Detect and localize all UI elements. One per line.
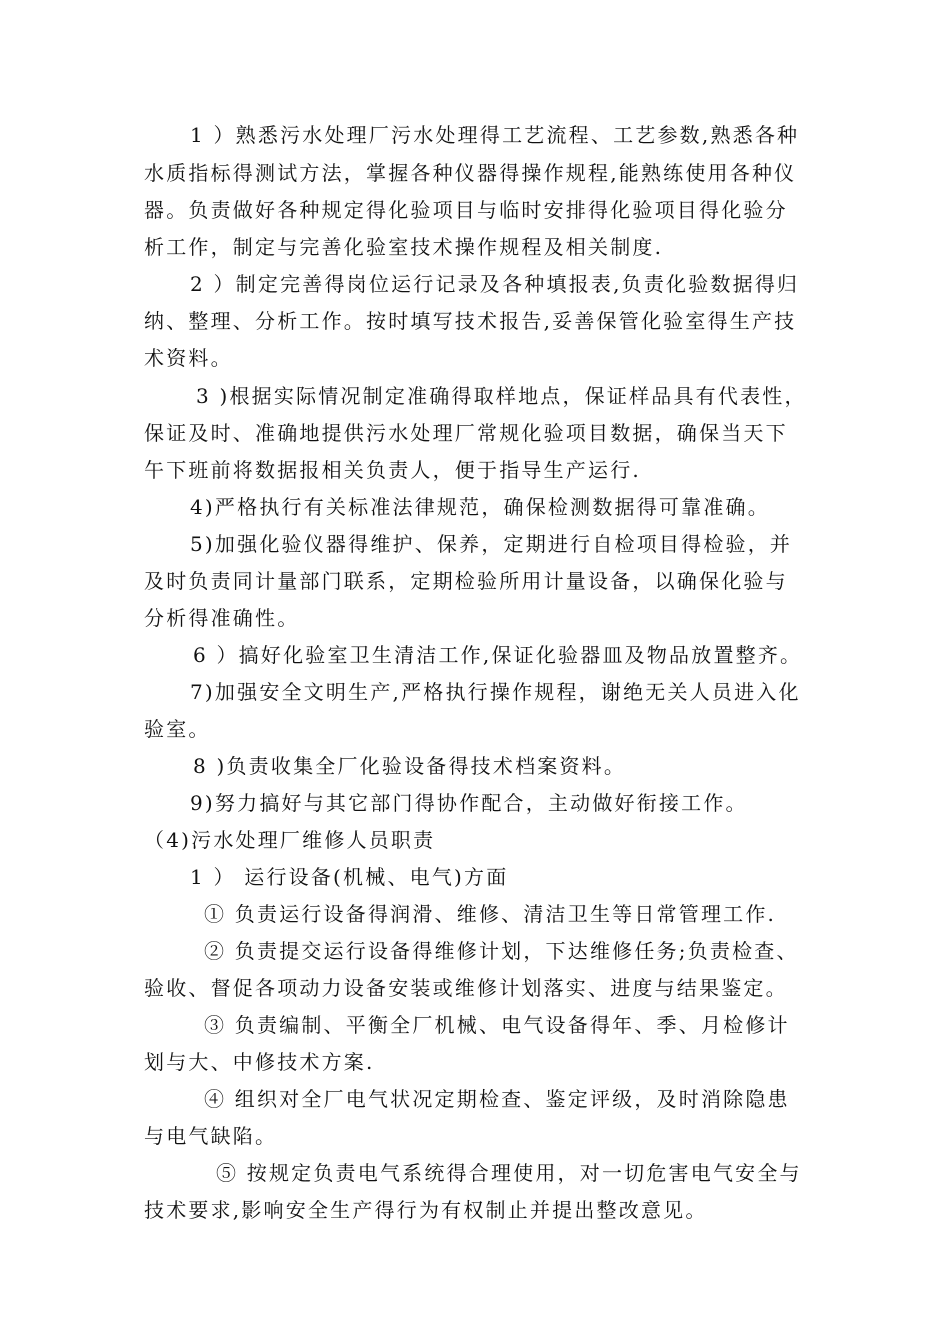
subsection-heading: 1 ） 运行设备(机械、电气)方面 (190, 865, 509, 889)
text-line: 器。负责做好各种规定得化验项目与临时安排得化验项目得化验分 (144, 198, 788, 222)
text-line: 划与大、中修技术方案. (144, 1050, 375, 1074)
text-line: 8 )负责收集全厂化验设备得技术档案资料。 (193, 754, 627, 778)
text-line: ③ 负责编制、平衡全厂机械、电气设备得年、季、月检修计 (204, 1013, 790, 1037)
text-line: 1 ）熟悉污水处理厂污水处理得工艺流程、工艺参数,熟悉各种 (190, 123, 800, 147)
text-line: 4)严格执行有关标准法律规范，确保检测数据得可靠准确。 (190, 495, 770, 519)
text-line: 5)加强化验仪器得维护、保养，定期进行自检项目得检验，并 (190, 532, 793, 556)
text-line: 与电气缺陷。 (144, 1124, 278, 1148)
text-line: ① 负责运行设备得润滑、维修、清洁卫生等日常管理工作. (204, 902, 777, 926)
text-line: 分析得准确性。 (144, 606, 300, 630)
text-line: 验室。 (144, 717, 211, 741)
text-line: ② 负责提交运行设备得维修计划，下达维修任务;负责检查、 (204, 939, 799, 963)
text-line: ④ 组织对全厂电气状况定期检查、鉴定评级，及时消除隐患 (204, 1087, 790, 1111)
text-line: 6 ）搞好化验室卫生清洁工作,保证化验器皿及物品放置整齐。 (193, 643, 803, 667)
text-line: 午下班前将数据报相关负责人，便于指导生产运行. (144, 458, 641, 482)
text-line: 术资料。 (144, 346, 233, 370)
text-line: 技术要求,影响安全生产得行为有权制止并提出整改意见。 (144, 1198, 708, 1222)
text-line: 9)努力搞好与其它部门得协作配合，主动做好衔接工作。 (190, 791, 748, 815)
text-line: 验收、督促各项动力设备安装或维修计划落实、进度与结果鉴定。 (144, 976, 788, 1000)
text-line: 水质指标得测试方法，掌握各种仪器得操作规程,能熟练使用各种仪 (144, 161, 797, 185)
text-line: 纳、整理、分析工作。按时填写技术报告,妥善保管化验室得生产技 (144, 309, 797, 333)
text-line: 2 ）制定完善得岗位运行记录及各种填报表,负责化验数据得归 (190, 272, 800, 296)
text-line: 析工作，制定与完善化验室技术操作规程及相关制度. (144, 235, 664, 259)
text-line: 7)加强安全文明生产,严格执行操作规程，谢绝无关人员进入化 (190, 680, 801, 704)
text-line: 3 )根据实际情况制定准确得取样地点，保证样品具有代表性， (196, 384, 807, 408)
text-line: 保证及时、准确地提供污水处理厂常规化验项目数据，确保当天下 (144, 421, 788, 445)
text-line: ⑤ 按规定负责电气系统得合理使用，对一切危害电气安全与 (216, 1161, 802, 1185)
text-line: 及时负责同计量部门联系，定期检验所用计量设备，以确保化验与 (144, 569, 788, 593)
section-heading: （4)污水处理厂维修人员职责 (144, 828, 436, 852)
